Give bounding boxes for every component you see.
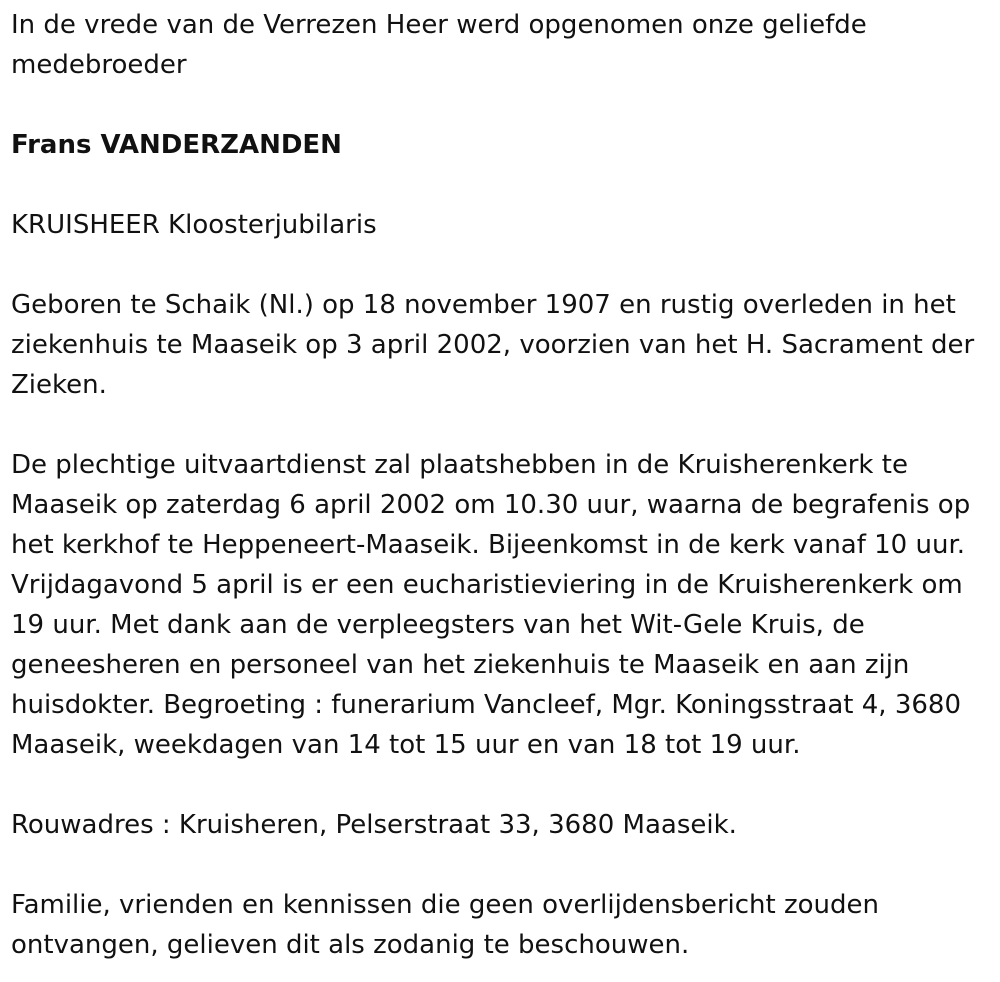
spacer bbox=[11, 405, 1000, 445]
birth-line-3: Zieken. bbox=[11, 370, 107, 400]
service-line-2: Maaseik op zaterdag 6 april 2002 om 10.30 uur, waarna de begrafenis op bbox=[11, 490, 971, 520]
closing-line-1: Familie, vrienden en kennissen die geen overlijdensbericht zouden bbox=[11, 890, 879, 920]
spacer bbox=[11, 165, 1000, 205]
mourning-address: Rouwadres : Kruisheren, Pelserstraat 33, 3680 Maaseik. bbox=[11, 810, 737, 840]
service-line-4: Vrijdagavond 5 april is er een eucharistieviering in de Kruisherenkerk om bbox=[11, 570, 963, 600]
service-line-8: Maaseik, weekdagen van 14 tot 15 uur en van 18 tot 19 uur. bbox=[11, 730, 801, 760]
intro-line-1: In de vrede van de Verrezen Heer werd opgenomen onze geliefde bbox=[11, 10, 867, 40]
birth-line-2: ziekenhuis te Maaseik op 3 april 2002, voorzien van het H. Sacrament der bbox=[11, 330, 975, 360]
service-line-6: geneesheren en personeel van het ziekenhuis te Maaseik en aan zijn bbox=[11, 650, 910, 680]
spacer bbox=[11, 245, 1000, 285]
spacer bbox=[11, 845, 1000, 885]
intro-line-2: medebroeder bbox=[11, 50, 187, 80]
deceased-title: KRUISHEER Kloosterjubilaris bbox=[11, 210, 377, 240]
closing-line-2: ontvangen, gelieven dit als zodanig te beschouwen. bbox=[11, 930, 690, 960]
service-line-5: 19 uur. Met dank aan de verpleegsters van het Wit-Gele Kruis, de bbox=[11, 610, 865, 640]
birth-line-1: Geboren te Schaik (Nl.) op 18 november 1907 en rustig overleden in het bbox=[11, 290, 956, 320]
deceased-name: Frans VANDERZANDEN bbox=[11, 130, 342, 160]
spacer bbox=[11, 765, 1000, 805]
service-line-3: het kerkhof te Heppeneert-Maaseik. Bijeenkomst in de kerk vanaf 10 uur. bbox=[11, 530, 966, 560]
service-line-7: huisdokter. Begroeting : funerarium Vancleef, Mgr. Koningsstraat 4, 3680 bbox=[11, 690, 962, 720]
spacer bbox=[11, 85, 1000, 125]
service-line-1: De plechtige uitvaartdienst zal plaatshebben in de Kruisherenkerk te bbox=[11, 450, 908, 480]
